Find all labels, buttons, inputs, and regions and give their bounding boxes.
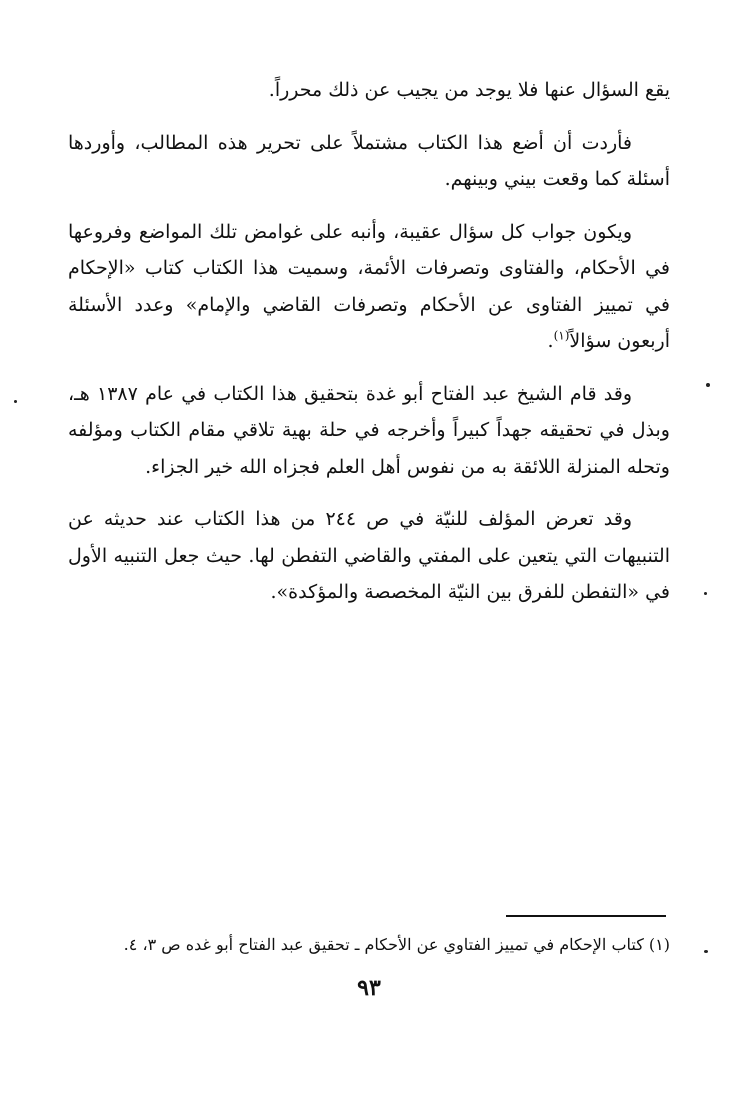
page-number: ٩٣ — [357, 975, 381, 1001]
scan-speck — [14, 400, 17, 403]
scan-speck — [706, 383, 710, 387]
scan-speck — [704, 950, 708, 953]
paragraph-1 — [68, 72, 670, 109]
footnote-separator — [506, 915, 666, 917]
paragraph-1-text: يقع السؤال عنها فلا يوجد من يجيب عن ذلك محرراً. — [268, 79, 670, 101]
paragraph-5-text: وقد تعرض المؤلف للنيّة في ص ٢٤٤ من هذا الكتاب عند حديثه عن التنبيهات التي يتعين على المفتي والقاضي التفطن لها. حيث جعل التنبيه الأول في «التفطن للفرق بين النيّة المخصصة والمؤكدة». — [68, 508, 670, 603]
main-text — [68, 72, 670, 627]
paragraph-3-end: . — [547, 330, 554, 352]
paragraph-2-text: فأردت أن أضع هذا الكتاب مشتملاً على تحرير هذه المطالب، وأوردها أسئلة كما وقعت بيني وبينهم. — [68, 131, 670, 190]
scan-speck — [704, 592, 707, 595]
paragraph-4-text: وقد قام الشيخ عبد الفتاح أبو غدة بتحقيق هذا الكتاب في عام ١٣٨٧ هـ، وبذل في تحقيقه جهداً كبيراً وأخرجه في حلة بهية تلاقي مقام الكتاب ومؤلفه وتحله المنزلة اللائقة به من نفوس أهل العلم فجزاه الله خير الجزاء. — [68, 382, 670, 478]
paragraph-4 — [68, 376, 670, 486]
footnote-marker[interactable]: (١) — [553, 328, 570, 343]
paragraph-3 — [68, 214, 670, 360]
paragraph-5 — [68, 501, 670, 611]
paragraph-2 — [68, 125, 670, 198]
footnote: (١) كتاب الإحكام في تمييز الفتاوي عن الأحكام ـ تحقيق عبد الفتاح أبو غده ص ٣، ٤. — [123, 935, 670, 954]
paragraph-3-text: ويكون جواب كل سؤال عقيبة، وأنبه على غوامض تلك المواضع وفروعها في الأحكام، والفتاوى وتصرفات الأئمة، وسميت هذا الكتاب كتاب «الإحكام في تمييز الفتاوى عن الأحكام وتصرفات القاضي والإمام» وعدد الأسئلة أربعون سؤالاً — [68, 220, 670, 352]
